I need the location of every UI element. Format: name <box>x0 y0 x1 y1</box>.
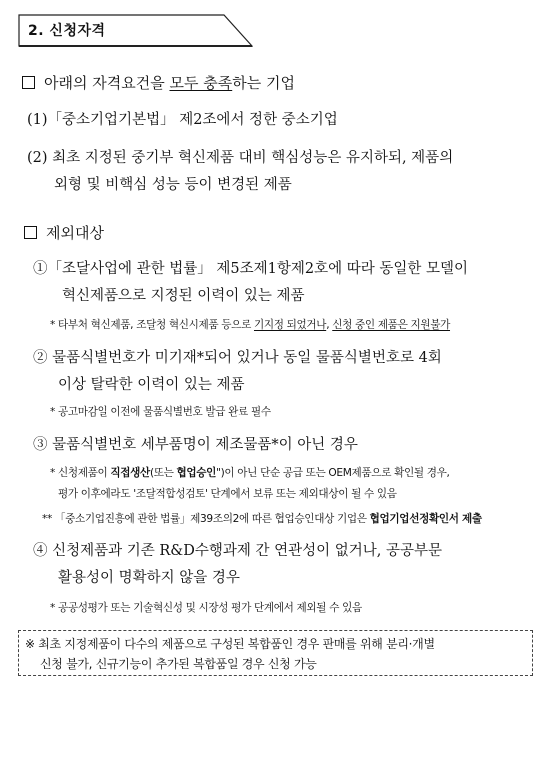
final-note-box <box>18 630 533 676</box>
exclusions-heading: 제외대상 <box>24 222 104 243</box>
exclusion-note-3b: 평가 이후에라도 '조달적합성검토' 단계에서 보류 또는 제외대상이 될 수 있음 <box>58 488 397 500</box>
qualification-item-2: (2) 최초 지정된 중기부 혁신제품 대비 핵심성능은 유지하되, 제품의 외형 및 비핵심 성능 등이 변경된 제품 <box>27 150 454 193</box>
exclusion-note-1: * 타부처 혁신제품, 조달청 혁신시제품 등으로 기지정 되었거나, 신청 중인 제품은 지원불가 <box>50 319 451 331</box>
checkbox-square-icon <box>22 76 35 89</box>
section-header <box>18 14 253 47</box>
exclusion-item-3: ③ 물품식별번호 세부품명이 제조물품*이 아닌 경우 <box>33 437 358 453</box>
section-title: 2. 신청자격 <box>28 23 106 39</box>
exclusion-note-4: * 공공성평가 또는 기술혁신성 및 시장성 평가 단계에서 제외될 수 있음 <box>50 602 362 614</box>
exclusion-note-3c: ** 「중소기업진흥에 관한 법률」제39조의2에 따른 협업승인대상 기업은 협업기업선정확인서 제출 <box>42 513 482 525</box>
final-note-text: ※ 최초 지정제품이 다수의 제품으로 구성된 복합품인 경우 판매를 위해 분리·개별 신청 불가, 신규기능이 추가된 복합품일 경우 신청 가능 <box>25 637 435 671</box>
exclusion-item-2: ② 물품식별번호가 미기재*되어 있거나 동일 물품식별번호로 4회 이상 탈락한 이력이 있는 제품 <box>33 350 442 393</box>
exclusion-note-3a: * 신청제품이 직접생산(또는 협업승인")이 아닌 단순 공급 또는 OEM제품으로 확인될 경우, <box>50 467 450 479</box>
exclusion-note-2: * 공고마감일 이전에 물품식별번호 발급 완료 필수 <box>50 406 271 418</box>
exclusion-item-1: ①「조달사업에 관한 법률」 제5조제1항제2호에 따라 동일한 모델이 혁신제품으로 지정된 이력이 있는 제품 <box>33 261 468 304</box>
qualification-item-1: (1)「중소기업기본법」 제2조에서 정한 중소기업 <box>27 112 338 128</box>
checkbox-square-icon <box>24 226 37 239</box>
exclusion-item-4: ④ 신청제품과 기존 R&D수행과제 간 연관성이 없거나, 공공부문 활용성이 명확하지 않을 경우 <box>33 543 442 586</box>
qualification-heading: 아래의 자격요건을 모두 충족하는 기업 <box>22 72 295 93</box>
